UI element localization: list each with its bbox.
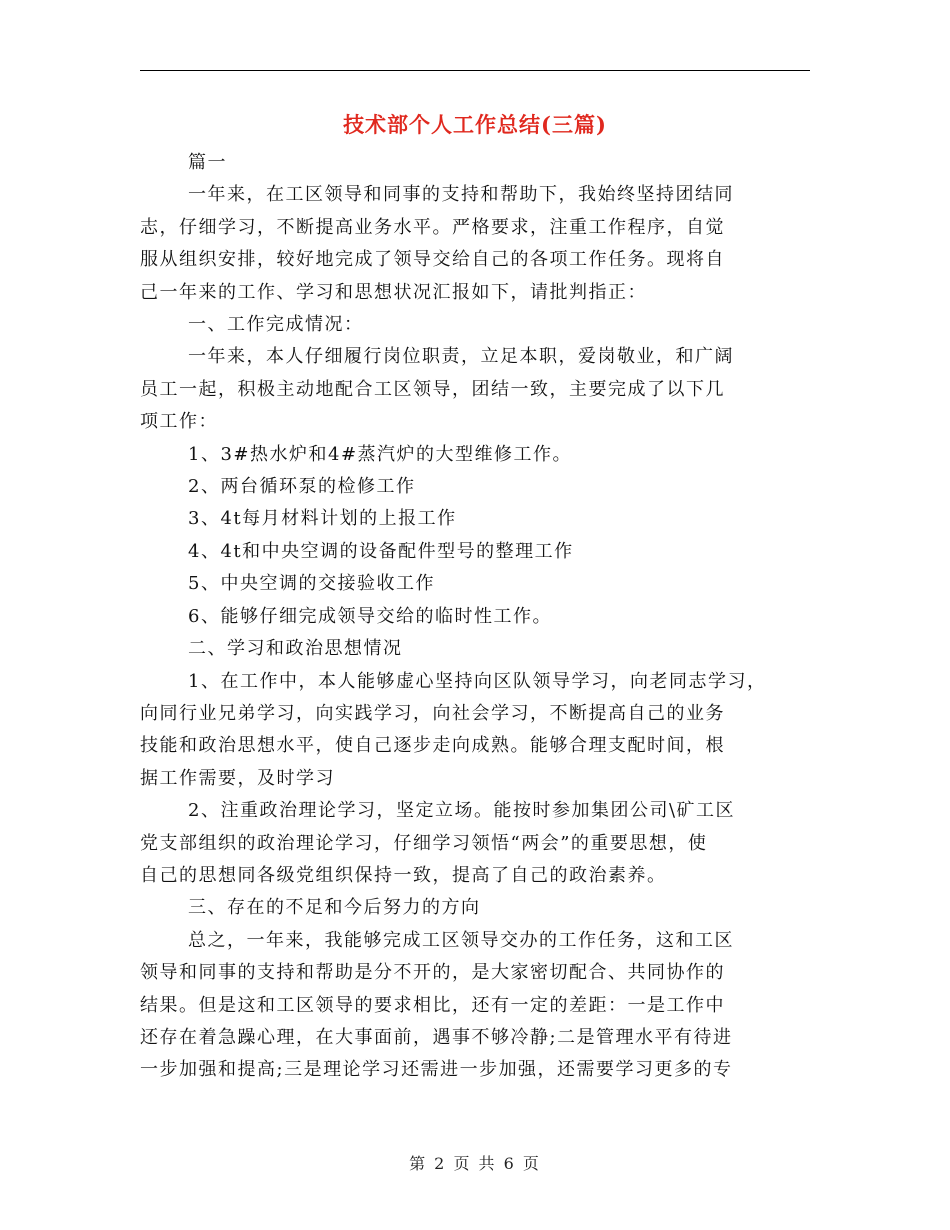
page-footer: 第 2 页 共 6 页 (409, 1154, 541, 1173)
body-line: 4、4t和中央空调的设备配件型号的整理工作 (188, 540, 574, 562)
body-line: 二、学习和政治思想情况 (188, 638, 403, 660)
body-line: 一、工作完成情况： (188, 314, 364, 336)
header-rule (140, 70, 810, 71)
body-line: 据工作需要，及时学习 (140, 767, 335, 789)
body-line: 6、能够仔细完成领导交给的临时性工作。 (188, 605, 552, 627)
body-line: 党支部组织的政治理论学习，仔细学习领悟“两会”的重要思想，使 (140, 832, 708, 854)
body-line: 5、中央空调的交接验收工作 (188, 573, 435, 595)
body-line: 服从组织安排，较好地完成了领导交给自己的各项工作任务。现将自 (140, 249, 725, 271)
body-line: 总之，一年来，我能够完成工区领导交办的工作任务，这和工区 (188, 929, 734, 951)
body-line: 技能和政治思想水平，使自己逐步走向成熟。能够合理支配时间，根 (140, 735, 725, 757)
body-line: 3、4t每月材料计划的上报工作 (188, 508, 457, 530)
body-line: 结果。但是这和工区领导的要求相比，还有一定的差距：一是工作中 (140, 994, 725, 1016)
body-line: 领导和同事的支持和帮助是分不开的，是大家密切配合、共同协作的 (140, 962, 725, 984)
body-line: 项工作： (140, 411, 218, 433)
body-line: 己一年来的工作、学习和思想状况汇报如下，请批判指正： (140, 281, 647, 303)
body-line: 自己的思想同各级党组织保持一致，提高了自己的政治素养。 (140, 864, 667, 886)
body-line: 2、两台循环泵的检修工作 (188, 476, 416, 498)
body-line: 1、3#热水炉和4#蒸汽炉的大型维修工作。 (188, 443, 573, 465)
body-line: 三、存在的不足和今后努力的方向 (188, 897, 481, 919)
body-line: 员工一起，积极主动地配合工区领导，团结一致，主要完成了以下几 (140, 378, 725, 400)
body-line: 一年来，本人仔细履行岗位职责，立足本职，爱岗敬业，和广阔 (188, 346, 734, 368)
body-line: 1、在工作中，本人能够虚心坚持向区队领导学习，向老同志学习， (188, 670, 767, 692)
document-title: 技术部个人工作总结(三篇) (343, 112, 607, 137)
body-line: 2、注重政治理论学习，坚定立场。能按时参加集团公司\矿工区 (188, 800, 736, 822)
body-line: 一年来，在工区领导和同事的支持和帮助下，我始终坚持团结同 (188, 184, 734, 206)
body-line: 一步加强和提高;三是理论学习还需进一步加强，还需要学习更多的专 (140, 1059, 733, 1081)
body-line: 篇一 (188, 152, 227, 173)
body-line: 向同行业兄弟学习，向实践学习，向社会学习，不断提高自己的业务 (140, 702, 725, 724)
body-line: 志，仔细学习，不断提高业务水平。严格要求，注重工作程序，自觉 (140, 216, 725, 238)
body-line: 还存在着急躁心理，在大事面前，遇事不够冷静;二是管理水平有待进 (140, 1026, 733, 1048)
document-body (140, 147, 820, 1087)
